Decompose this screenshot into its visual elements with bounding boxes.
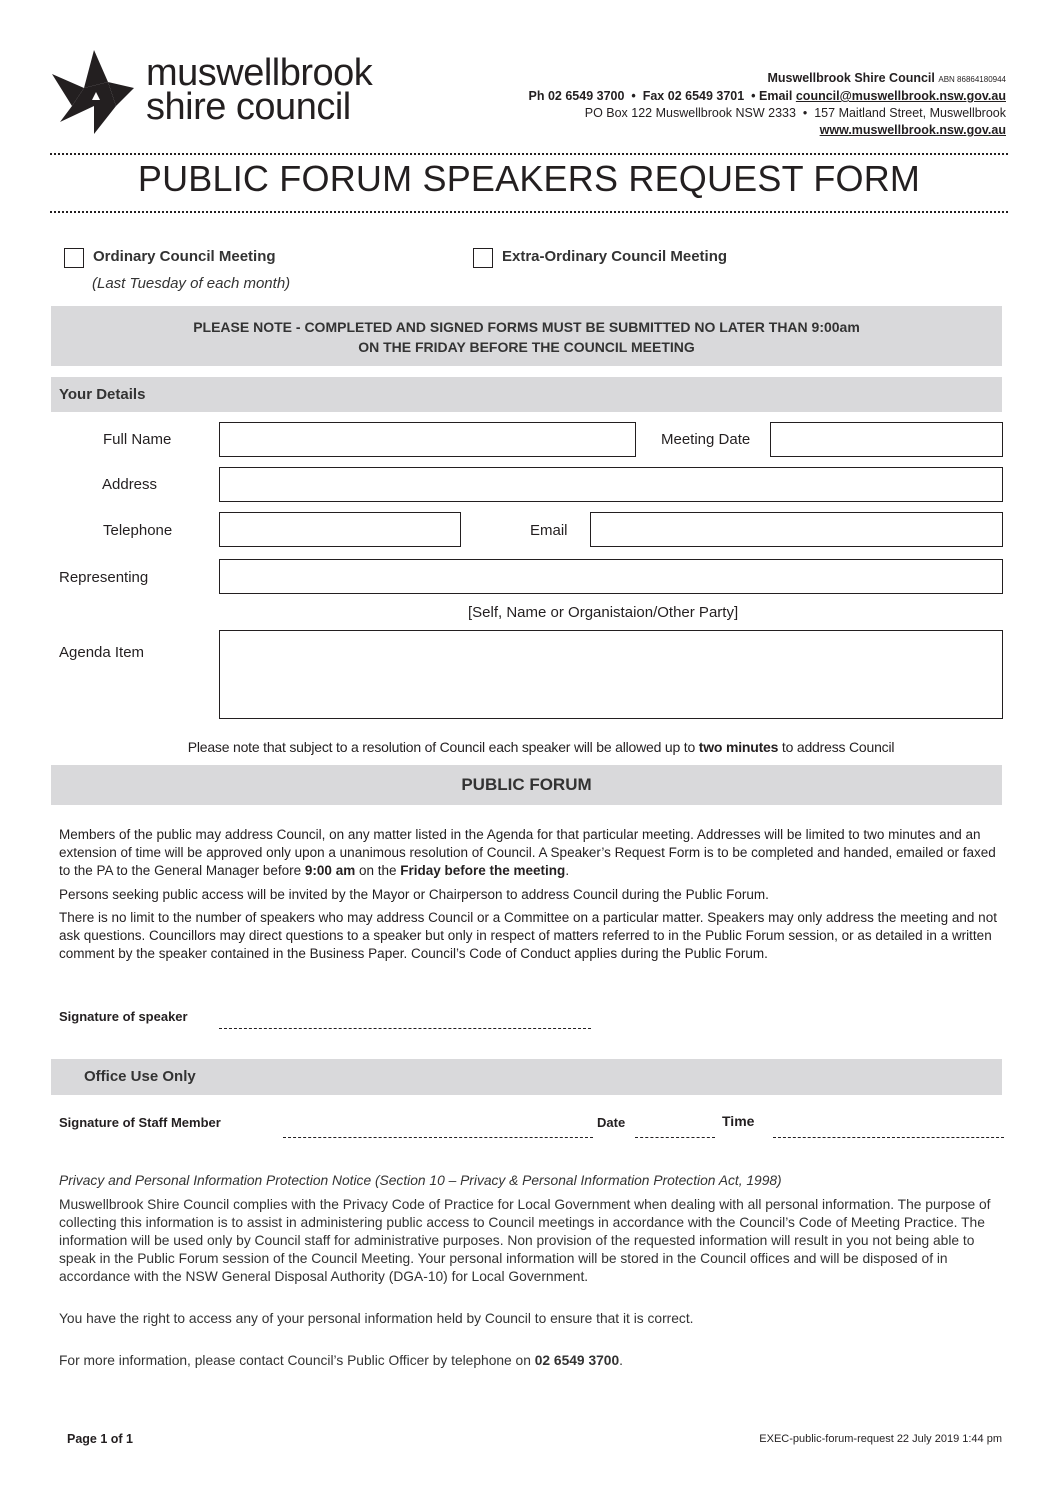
privacy-paragraph-1: Muswellbrook Shire Council complies with the Privacy Code of Practice for Local Government when dealing with all personal information. The purpose of collecting this information is to assist in administering public access to Council meetings in accordance with the Council’s Code of Meeting Practice. The information will be used only by Council staff for administrative purposes. Non provision of the requested information will result in you not being able to speak in the Public Forum session of the Council Meeting. Your personal information will be stored in the Council offices and will be disposed of in accordance with the NSW General Disposal Authority (DGA-10) for Local Government. (59, 1197, 991, 1284)
speaker-time-note (0, 739, 1058, 755)
document-reference: EXEC-public-forum-request 22 July 2019 1:44 pm (759, 1433, 1002, 1445)
phone-prefix: Ph (528, 89, 545, 103)
privacy-paragraph-2: You have the right to access any of your personal information held by Council to ensure that it is correct. (59, 1311, 694, 1326)
extra-ordinary-meeting-label: Extra-Ordinary Council Meeting (502, 248, 728, 265)
email-prefix: Email (759, 89, 793, 103)
full-name-label: Full Name (103, 431, 172, 448)
notice-line-1: PLEASE NOTE - COMPLETED AND SIGNED FORMS MUST BE SUBMITTED NO LATER THAN 9:00am (193, 319, 860, 335)
full-name-input[interactable] (219, 422, 636, 457)
staff-signature-label: Signature of Staff Member (59, 1115, 221, 1130)
public-forum-paragraph-3: There is no limit to the number of speakers who may address Council or a Committee on a particular matter. Speakers may only address the meeting and not ask questions. Councillors may direct questions to a speaker but only in respect of matters referred to in the Public Forum session, or as detailed in a written comment by the speaker contained in the Business Paper. Council’s Code of Conduct applies during the Public Forum. (59, 910, 997, 961)
meeting-date-input[interactable] (770, 422, 1003, 457)
email-link[interactable]: council@muswellbrook.nsw.gov.au (795, 89, 1006, 103)
office-time-label: Time (722, 1113, 755, 1129)
notice-line-2: ON THE FRIDAY BEFORE THE COUNCIL MEETING (358, 339, 695, 355)
staff-signature-line[interactable] (283, 1137, 593, 1138)
office-date-label: Date (597, 1115, 626, 1130)
representing-input[interactable] (219, 559, 1003, 594)
meeting-date-label: Meeting Date (661, 431, 751, 448)
public-forum-paragraph-1 (59, 826, 1004, 880)
office-date-line[interactable] (635, 1137, 715, 1138)
speaker-signature-line[interactable] (219, 1028, 591, 1029)
speaker-signature-label: Signature of speaker (59, 1009, 188, 1024)
pf-p1-c: . (565, 863, 570, 878)
speaker-note-before: Please note that subject to a resolution of Council each speaker will be allowed up to (187, 739, 699, 755)
extra-ordinary-meeting-checkbox[interactable] (473, 248, 493, 268)
public-officer-phone: 02 6549 3700 (534, 1353, 620, 1368)
privacy-contact-paragraph (59, 1352, 1004, 1370)
council-logo-star-icon (50, 48, 136, 136)
representing-hint: [Self, Name or Organistaion/Other Party] (468, 604, 739, 621)
privacy-notice-title: Privacy and Personal Information Protection Notice (Section 10 – Privacy & Personal Information Protection Act, 1998) (59, 1173, 782, 1188)
speaker-note-bold: two minutes (698, 739, 779, 755)
council-name: Muswellbrook Shire Council (767, 71, 935, 85)
privacy-contact-end: . (619, 1353, 623, 1368)
office-time-line[interactable] (773, 1137, 1004, 1138)
email-input[interactable] (590, 512, 1003, 547)
pf-p1-b: on the (355, 863, 401, 878)
fax-number: 02 6549 3701 (667, 89, 745, 103)
pf-p1-time: 9:00 am (304, 863, 356, 878)
pf-p1-a: Members of the public may address Council, on any matter listed in the Agenda for that particular meeting. Addresses will be limited to two minutes and an extension of time will be approved only upon a unanimous resolution of Council. A Speaker’s Request Form is to be completed and handed, emailed or faxed to the PA to the General Manager before (59, 827, 996, 878)
form-title: PUBLIC FORUM SPEAKERS REQUEST FORM (137, 158, 921, 199)
agenda-item-textarea[interactable] (219, 630, 1003, 719)
website-link[interactable]: www.muswellbrook.nsw.gov.au (819, 123, 1006, 137)
your-details-heading: Your Details (51, 377, 1002, 412)
public-forum-paragraph-2: Persons seeking public access will be invited by the Mayor or Chairperson to address Council during the Public Forum. (59, 887, 769, 902)
phone-number: 02 6549 3700 (547, 89, 625, 103)
header-divider-bottom (50, 211, 1008, 213)
contact-block: Muswellbrook Shire Council ABN 86864180944 Ph 02 6549 3700 • Fax 02 6549 3701 • Email council@muswellbrook.nsw.gov.au PO Box 122 Muswellbrook NSW 2333 • 157 Maitland Street, Muswellbrook www.muswellbrook.nsw.gov.au (528, 71, 1006, 137)
logo-line-2: shire council (146, 86, 351, 128)
ordinary-meeting-note: (Last Tuesday of each month) (92, 275, 291, 292)
street-address: 157 Maitland Street, Muswellbrook (814, 106, 1006, 120)
agenda-item-label: Agenda Item (59, 644, 145, 661)
telephone-label: Telephone (103, 522, 173, 539)
postal-address: PO Box 122 Muswellbrook NSW 2333 (584, 106, 796, 120)
abn: ABN 86864180944 (938, 75, 1006, 84)
ordinary-meeting-checkbox[interactable] (64, 248, 84, 268)
submission-deadline-notice (51, 306, 1002, 366)
address-input[interactable] (219, 467, 1003, 502)
email-label: Email (530, 522, 568, 539)
page-number: Page 1 of 1 (67, 1432, 133, 1446)
council-logo-text (146, 52, 373, 128)
privacy-contact-text: For more information, please contact Council’s Public Officer by telephone on (59, 1353, 535, 1368)
header-divider-top (50, 153, 1008, 155)
representing-label: Representing (59, 569, 149, 586)
public-forum-heading: PUBLIC FORUM (51, 765, 1002, 805)
fax-prefix: Fax (642, 89, 665, 103)
telephone-input[interactable] (219, 512, 461, 547)
logo-line-1: muswellbrook (146, 52, 373, 94)
ordinary-meeting-label: Ordinary Council Meeting (93, 248, 276, 265)
speaker-note-after: to address Council (778, 739, 895, 755)
pf-p1-day: Friday before the meeting (400, 863, 566, 878)
office-use-heading: Office Use Only (51, 1059, 1002, 1095)
address-label: Address (102, 476, 158, 493)
